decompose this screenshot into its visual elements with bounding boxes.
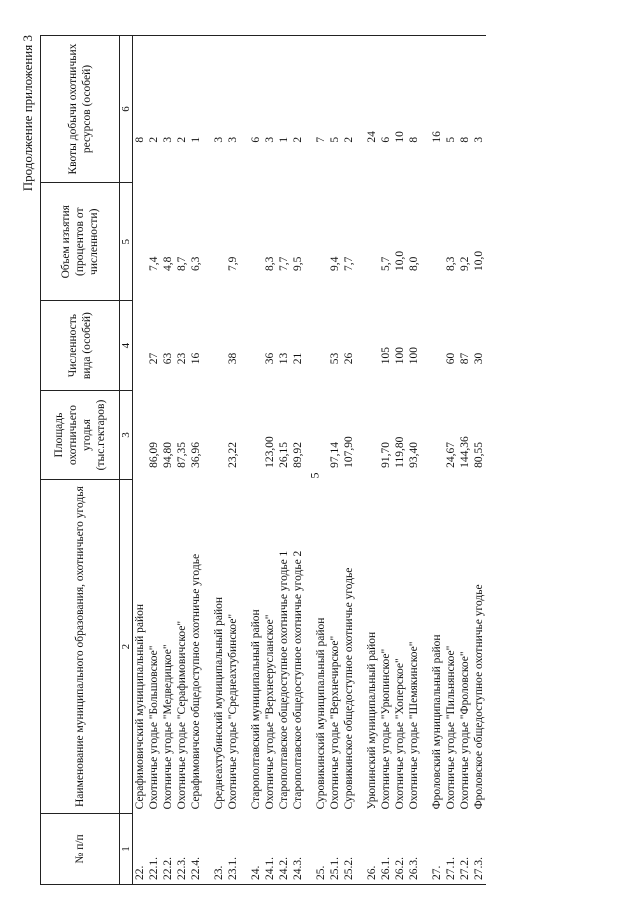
table-row xyxy=(472,36,486,885)
district-quota: 3 xyxy=(212,36,226,183)
area-value: 24,67 xyxy=(445,441,457,468)
count-value: 30 xyxy=(473,352,485,365)
quota-value: 5 xyxy=(444,36,458,183)
area-value: 94,80 xyxy=(162,441,174,468)
spacer-cell xyxy=(356,301,365,390)
area-value: 80,55 xyxy=(473,441,485,468)
count-value: 100 xyxy=(408,347,420,365)
row-number: 26.1. xyxy=(379,813,393,884)
spacer-cell xyxy=(203,183,212,301)
group-spacer xyxy=(305,36,314,885)
district-row xyxy=(314,36,328,885)
area-value: 89,92 xyxy=(292,441,304,468)
rate-value: 4,8 xyxy=(162,256,174,271)
empty-cell xyxy=(249,183,263,301)
row-number: 25.2. xyxy=(342,813,356,884)
area-value: 36,96 xyxy=(190,441,202,468)
spacer-cell xyxy=(203,813,212,884)
page-number: 5 xyxy=(307,472,322,479)
row-number: 22.4. xyxy=(189,813,203,884)
quota-value: 3 xyxy=(263,36,277,183)
count-value: 38 xyxy=(227,352,239,365)
spacer-cell xyxy=(240,36,249,183)
quota-table xyxy=(40,35,486,885)
district-name: Старополтавский муниципальный район xyxy=(250,609,262,810)
count-value: 100 xyxy=(394,347,406,365)
empty-cell xyxy=(249,390,263,480)
spacer-cell xyxy=(305,36,314,183)
count-value: 16 xyxy=(190,352,202,365)
row-number: 27. xyxy=(430,813,444,884)
column-number-row xyxy=(120,36,133,885)
hunting-ground-name: Охотничье угодье "Верхнечирское" xyxy=(329,635,341,810)
spacer-cell xyxy=(305,301,314,390)
table-body xyxy=(133,36,487,885)
hunting-ground-name: Серафимовичское общедоступное охотничье угодье xyxy=(190,553,202,810)
spacer-cell xyxy=(356,480,365,814)
area-value: 123,00 xyxy=(264,436,276,468)
district-quota: 24 xyxy=(365,36,379,183)
table-row xyxy=(379,36,393,885)
district-name: Урюпинский муниципальный район xyxy=(366,631,378,810)
row-number: 27.1. xyxy=(444,813,458,884)
row-number: 27.2. xyxy=(458,813,472,884)
empty-cell xyxy=(133,183,148,301)
spacer-cell xyxy=(305,813,314,884)
group-spacer xyxy=(356,36,365,885)
rate-value: 8,3 xyxy=(445,256,457,271)
count-value: 53 xyxy=(329,352,341,365)
continuation-title: Продолжение приложения 3 xyxy=(20,35,35,192)
rate-value: 8,3 xyxy=(264,256,276,271)
empty-cell xyxy=(365,301,379,390)
column-number: 3 xyxy=(120,390,133,480)
district-quota: 8 xyxy=(133,36,148,183)
quota-value: 6 xyxy=(379,36,393,183)
group-spacer xyxy=(421,36,430,885)
district-name: Среднеахтубинский муниципальный район xyxy=(213,596,225,810)
quota-value: 2 xyxy=(175,36,189,183)
row-number: 22.2. xyxy=(161,813,175,884)
spacer-cell xyxy=(240,480,249,814)
quota-value: 3 xyxy=(472,36,486,183)
hunting-ground-name: Суровикинское общедоступное охотничье угодье xyxy=(343,567,355,810)
quota-value: 2 xyxy=(342,36,356,183)
area-value: 86,09 xyxy=(148,441,160,468)
district-quota: 7 xyxy=(314,36,328,183)
empty-cell xyxy=(133,301,148,390)
rate-value: 10,0 xyxy=(394,250,406,271)
spacer-cell xyxy=(203,480,212,814)
count-value: 21 xyxy=(292,352,304,365)
empty-cell xyxy=(365,390,379,480)
district-quota: 16 xyxy=(430,36,444,183)
count-value: 36 xyxy=(264,352,276,365)
rate-value: 9,4 xyxy=(329,256,341,271)
row-number: 23.1. xyxy=(226,813,240,884)
header-quota: Квоты добычи охотничьих ресурсов (особей) xyxy=(41,36,120,183)
spacer-cell xyxy=(356,183,365,301)
spacer-cell xyxy=(421,390,430,480)
hunting-ground-name: Охотничье угодье "Медведицкое" xyxy=(162,644,174,810)
count-value: 105 xyxy=(380,347,392,365)
table-row xyxy=(407,36,421,885)
row-number: 24. xyxy=(249,813,263,884)
row-number: 24.3. xyxy=(291,813,305,884)
header-name: Наименование муниципального образования, охотничьего угодья xyxy=(41,480,120,814)
area-value: 91,70 xyxy=(380,441,392,468)
district-quota: 6 xyxy=(249,36,263,183)
table-row xyxy=(226,36,240,885)
empty-cell xyxy=(212,390,226,480)
rate-value: 7,4 xyxy=(148,256,160,271)
spacer-cell xyxy=(203,390,212,480)
spacer-cell xyxy=(203,301,212,390)
quota-value: 3 xyxy=(226,36,240,183)
spacer-cell xyxy=(421,183,430,301)
hunting-ground-name: Охотничье угодье "Среднеахтубинское" xyxy=(227,613,239,810)
empty-cell xyxy=(212,301,226,390)
table-row xyxy=(291,36,305,885)
empty-cell xyxy=(212,183,226,301)
row-number: 22. xyxy=(133,813,148,884)
empty-cell xyxy=(430,390,444,480)
empty-cell xyxy=(133,390,148,480)
empty-cell xyxy=(249,301,263,390)
area-value: 107,90 xyxy=(343,436,355,468)
table-row xyxy=(175,36,189,885)
rate-value: 10,0 xyxy=(473,250,485,271)
row-number: 25. xyxy=(314,813,328,884)
table-row xyxy=(444,36,458,885)
area-value: 144,36 xyxy=(459,436,471,468)
quota-value: 8 xyxy=(458,36,472,183)
hunting-ground-name: Охотничье угодье "Шемякинское" xyxy=(408,641,420,810)
table-row xyxy=(277,36,291,885)
column-number: 5 xyxy=(120,183,133,301)
column-number: 1 xyxy=(120,813,133,884)
spacer-cell xyxy=(356,36,365,183)
quota-value: 10 xyxy=(393,36,407,183)
district-name: Суровикинский муниципальный район xyxy=(315,617,327,810)
row-number: 24.1. xyxy=(263,813,277,884)
hunting-ground-name: Охотничье угодье "Фроловское" xyxy=(459,651,471,810)
hunting-ground-name: Старополтавское общедоступное охотничье угодье 1 xyxy=(278,550,290,810)
district-row xyxy=(212,36,226,885)
row-number: 26. xyxy=(365,813,379,884)
empty-cell xyxy=(430,301,444,390)
row-number: 24.2. xyxy=(277,813,291,884)
area-value: 26,15 xyxy=(278,441,290,468)
quota-value: 8 xyxy=(407,36,421,183)
hunting-ground-name: Охотничье угодье "Верхнеерусланское" xyxy=(264,614,276,810)
empty-cell xyxy=(430,183,444,301)
empty-cell xyxy=(314,183,328,301)
row-number: 22.3. xyxy=(175,813,189,884)
rate-value: 8,7 xyxy=(176,256,188,271)
spacer-cell xyxy=(240,183,249,301)
header-number: № п/п xyxy=(41,813,120,884)
table-row xyxy=(393,36,407,885)
spacer-cell xyxy=(240,813,249,884)
column-number: 6 xyxy=(120,36,133,183)
quota-value: 1 xyxy=(277,36,291,183)
area-value: 119,80 xyxy=(394,436,406,468)
quota-value: 2 xyxy=(147,36,161,183)
column-number: 2 xyxy=(120,480,133,814)
hunting-ground-name: Охотничье угодье "Урюпинское" xyxy=(380,648,392,810)
empty-cell xyxy=(314,390,328,480)
spacer-cell xyxy=(356,813,365,884)
rate-value: 9,2 xyxy=(459,256,471,271)
hunting-ground-name: Охотничье угодье "Большовское" xyxy=(148,645,160,810)
empty-cell xyxy=(314,301,328,390)
rate-value: 5,7 xyxy=(380,256,392,271)
spacer-cell xyxy=(240,301,249,390)
area-value: 93,40 xyxy=(408,441,420,468)
quota-value: 1 xyxy=(189,36,203,183)
area-value: 97,14 xyxy=(329,441,341,468)
rate-value: 7,7 xyxy=(343,256,355,271)
row-number: 22.1. xyxy=(147,813,161,884)
spacer-cell xyxy=(305,480,314,814)
table-row xyxy=(458,36,472,885)
group-spacer xyxy=(240,36,249,885)
count-value: 87 xyxy=(459,352,471,365)
table-row xyxy=(342,36,356,885)
header-count: Численность вида (особей) xyxy=(41,301,120,390)
spacer-cell xyxy=(305,183,314,301)
header-area: Площадь охотничьего угодья (тыс.гектаров) xyxy=(41,390,120,480)
district-row xyxy=(249,36,263,885)
district-name: Фроловский муниципальный район xyxy=(431,634,443,810)
count-value: 60 xyxy=(445,352,457,365)
spacer-cell xyxy=(421,813,430,884)
district-row xyxy=(365,36,379,885)
quota-value: 3 xyxy=(161,36,175,183)
quota-value: 5 xyxy=(328,36,342,183)
hunting-ground-name: Старополтавское общедоступное охотничье угодье 2 xyxy=(292,550,304,810)
spacer-cell xyxy=(203,36,212,183)
spacer-cell xyxy=(421,301,430,390)
rate-value: 7,7 xyxy=(278,256,290,271)
hunting-ground-name: Охотничье угодье "Хоперское" xyxy=(394,658,406,810)
row-number: 26.3. xyxy=(407,813,421,884)
hunting-ground-name: Фроловское общедоступное охотничье угодье xyxy=(473,584,485,810)
spacer-cell xyxy=(421,36,430,183)
row-number: 23. xyxy=(212,813,226,884)
rate-value: 6,3 xyxy=(190,256,202,271)
rate-value: 7,9 xyxy=(227,256,239,271)
table-row xyxy=(161,36,175,885)
rotated-page-content xyxy=(20,35,620,885)
row-number: 26.2. xyxy=(393,813,407,884)
count-value: 63 xyxy=(162,352,174,365)
district-row xyxy=(133,36,148,885)
count-value: 26 xyxy=(343,352,355,365)
spacer-cell xyxy=(305,390,314,480)
rate-value: 8,0 xyxy=(408,256,420,271)
header-rate: Объем изъятия (процентов от численности) xyxy=(41,183,120,301)
spacer-cell xyxy=(240,390,249,480)
hunting-ground-name: Охотничье угодье "Пильнянское" xyxy=(445,645,457,810)
table-row xyxy=(147,36,161,885)
spacer-cell xyxy=(421,480,430,814)
column-number: 4 xyxy=(120,301,133,390)
district-row xyxy=(430,36,444,885)
area-value: 87,35 xyxy=(176,441,188,468)
count-value: 13 xyxy=(278,352,290,365)
table-row xyxy=(189,36,203,885)
group-spacer xyxy=(203,36,212,885)
row-number: 27.3. xyxy=(472,813,486,884)
spacer-cell xyxy=(356,390,365,480)
table-row xyxy=(328,36,342,885)
district-name: Серафимовичский муниципальный район xyxy=(134,603,146,810)
header-row xyxy=(41,36,120,885)
count-value: 27 xyxy=(148,352,160,365)
count-value: 23 xyxy=(176,352,188,365)
area-value: 23,22 xyxy=(227,441,239,468)
table-row xyxy=(263,36,277,885)
row-number: 25.1. xyxy=(328,813,342,884)
empty-cell xyxy=(365,183,379,301)
rate-value: 9,5 xyxy=(292,256,304,271)
quota-value: 2 xyxy=(291,36,305,183)
hunting-ground-name: Охотничье угодье "Серафимовичское" xyxy=(176,620,188,810)
